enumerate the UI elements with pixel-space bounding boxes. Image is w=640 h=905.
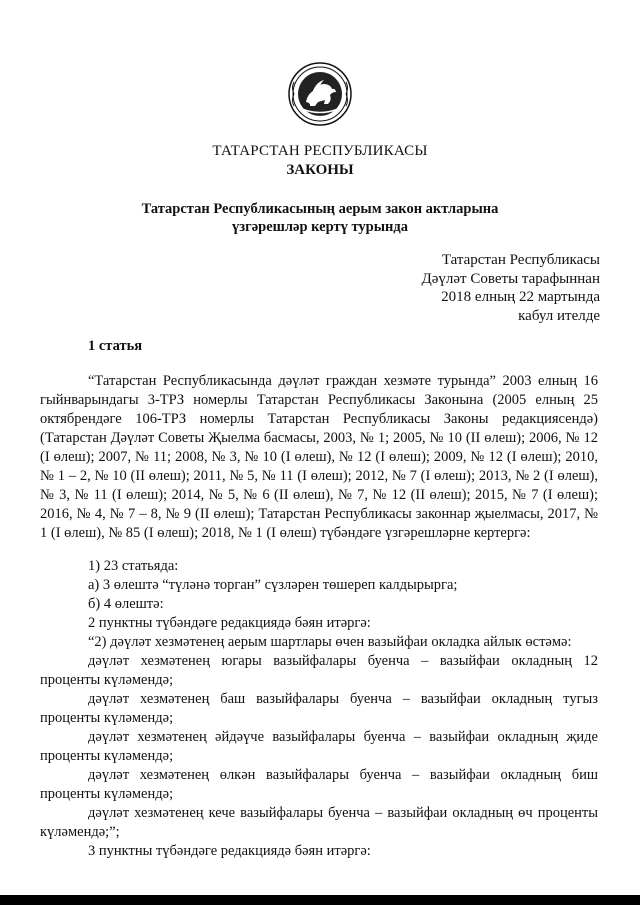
list-item: дәүләт хезмәтенең өлкән вазыйфалары буенча – вазыйфаи окладның биш проценты күләмендә; bbox=[40, 767, 598, 802]
article-heading: 1 статья bbox=[88, 338, 143, 354]
list-item: а) 3 өлештә “түләнә торган” сүзләрен төшереп калдырырга; bbox=[88, 577, 458, 593]
adoption-line: Татарстан Республикасы bbox=[441, 252, 600, 268]
list-item: 3 пунктны түбәндәге редакциядә бәян итәргә: bbox=[88, 843, 371, 859]
article-intro-paragraph: “Татарстан Республикасында дәүләт граждан хезмәте турында” 2003 елның 16 гыйнварындагы 3-ТРЗ номерлы Татарстан Республикасы Законына (2005 елның 25 октябрендәге 106-ТРЗ номерлы Татарстан Республикасы Законы редакциясендә) (Татарстан Дәүләт Советы Җыелма басмасы, 2003, № 1; 2005, № 10 (II өлеш); 2006, № 12 (I өлеш); 2007, № 11; 2008, № 3, № 10 (I өлеш), № 12 (I өлеш); 2009, № 12 (I өлеш); 2010, № 1 – 2, № 10 (II өлеш); 2011, № 5, № 11 (I өлеш); 2012, № 7 (I өлеш); 2013, № 2 (I өлеш), № 3, № 11 (I өлеш); 2014, № 5, № 6 (II өлеш), № 7, № 12 (II өлеш); 2015, № 7 (I өлеш); 2016, № 4, № 7 – 8, № 9 (II өлеш); Татарстан Республикасы законнар җыелмасы, 2017, № 1 (I өлеш), № 85 (I өлеш); 2018, № 1 (I өлеш) түбәндәге үзгәрешләрне кертергә: bbox=[40, 373, 598, 541]
adoption-line: Дәүләт Советы тарафыннан bbox=[421, 270, 600, 287]
list-item: дәүләт хезмәтенең югары вазыйфалары буенча – вазыйфаи окладның 12 проценты күләмендә; bbox=[40, 653, 598, 688]
article-body bbox=[40, 372, 598, 543]
document-type: ЗАКОНЫ bbox=[286, 162, 354, 178]
adoption-date: 2018 елның 22 мартында bbox=[441, 289, 600, 305]
republic-heading: ТАТАРСТАН РЕСПУБЛИКАСЫ bbox=[212, 143, 428, 159]
list-item: дәүләт хезмәтенең кече вазыйфалары буенча – вазыйфаи окладның өч проценты күләмендә;”; bbox=[40, 805, 598, 840]
list-item: дәүләт хезмәтенең баш вазыйфалары буенча – вазыйфаи окладның тугыз проценты күләмендә; bbox=[40, 691, 598, 726]
list-item: 1) 23 статьяда: bbox=[88, 558, 179, 574]
coat-of-arms-icon bbox=[288, 62, 352, 126]
adoption-line: кабул ителде bbox=[518, 307, 600, 324]
law-title-line-1: Татарстан Республикасының аерым закон актларына bbox=[141, 201, 499, 217]
list-item: б) 4 өлештә: bbox=[88, 596, 164, 612]
list-item: 2 пунктны түбәндәге редакциядә бәян итәргә: bbox=[88, 615, 371, 631]
law-title-line-2: үзгәрешләр кертү турында bbox=[232, 219, 408, 235]
list-item: дәүләт хезмәтенең әйдәүче вазыйфалары буенча – вазыйфаи окладның җиде проценты күләмендә; bbox=[40, 729, 598, 764]
scan-bottom-edge bbox=[0, 895, 640, 905]
list-item: “2) дәүләт хезмәтенең аерым шартлары өчен вазыйфаи окладка айлык өстәмә: bbox=[88, 634, 572, 650]
amendment-list bbox=[40, 557, 598, 861]
adoption-note bbox=[422, 251, 600, 325]
